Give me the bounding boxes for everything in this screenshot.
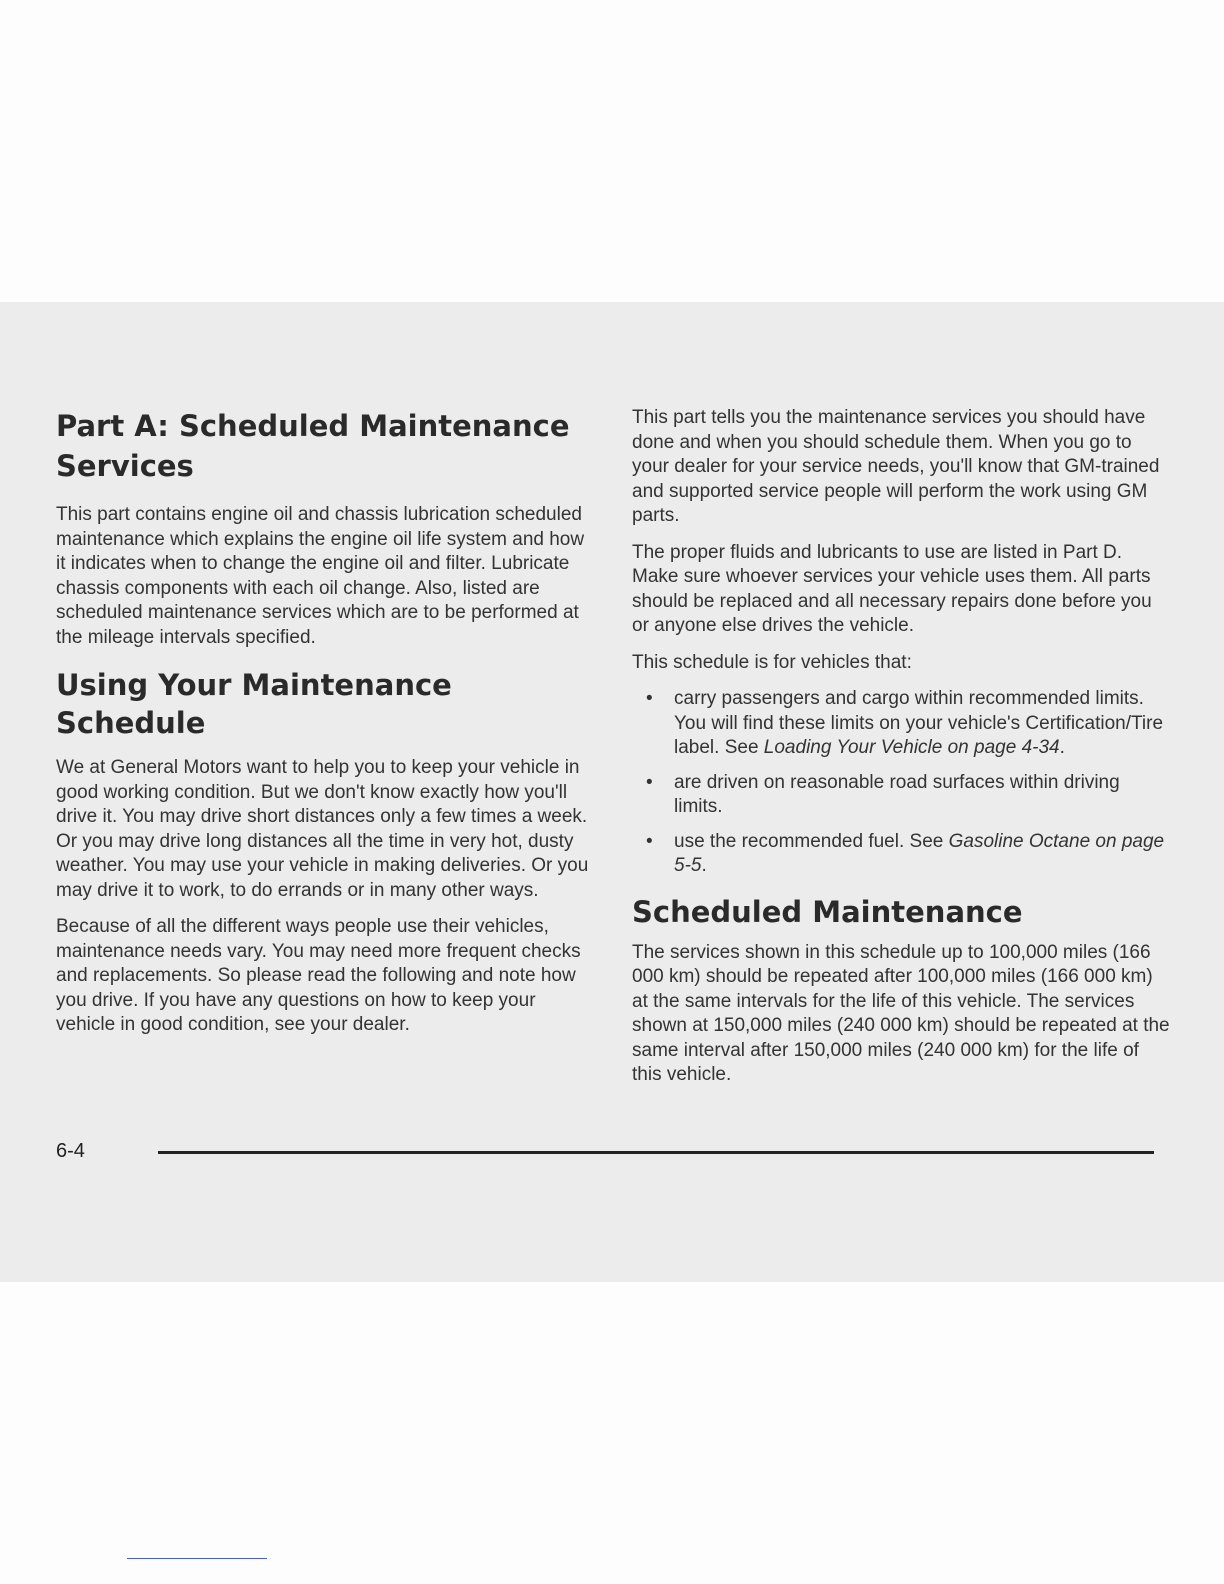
using-schedule-para-2: Because of all the different ways people use their vehicles, maintenance needs vary. You may need more frequent checks and replacements. So please read the following and note how you drive. If you have any questions on how to keep your vehicle in good condition, see your dealer. xyxy=(56,916,581,1035)
left-column xyxy=(56,406,596,1050)
bullet-text: are driven on reasonable road surfaces within driving limits. xyxy=(674,771,1120,817)
part-a-title-line1: Part A: Scheduled Maintenance xyxy=(56,409,570,443)
right-para-3: This schedule is for vehicles that: xyxy=(632,651,912,673)
list-item xyxy=(632,687,1172,761)
scheduled-maintenance-para: The services shown in this schedule up to 100,000 miles (166 000 km) should be repeated after 100,000 miles (166 000 km) at the same intervals for the life of this vehicle. The services shown at 150,000 miles (240 000 km) should be repeated at the same interval after 150,000 miles (240 000 km) for the life of this vehicle. xyxy=(632,941,1170,1085)
vehicle-conditions-list xyxy=(632,687,1172,879)
list-item xyxy=(632,830,1172,879)
right-para-1: This part tells you the maintenance services you should have done and when you should schedule them. When you go to your dealer for your service needs, you'll know that GM-trained and supported service people will perform the work using GM parts. xyxy=(632,407,1160,526)
part-a-title-line2: Services xyxy=(56,449,194,483)
scheduled-maintenance-heading: Scheduled Maintenance xyxy=(632,894,1023,929)
list-item xyxy=(632,771,1172,820)
bullet-icon: • xyxy=(646,771,653,793)
page-number: 6-4 xyxy=(56,1140,85,1162)
using-schedule-para-1: We at General Motors want to help you to keep your vehicle in good working condition. But we don't know exactly how you'll drive it. You may drive short distances only a few times a week. Or you may drive long distances all the time in very hot, dusty weather. You may use your vehicle in making deliveries. Or you may drive it to work, to do errands or in many other ways. xyxy=(56,757,589,901)
using-schedule-heading: Using Your Maintenance Schedule xyxy=(56,668,452,740)
footer-divider xyxy=(158,1151,1154,1154)
bullet-end: . xyxy=(701,855,707,876)
bullet-text: carry passengers and cargo within recommended limits. You will find these limits on your vehicle's Certification/Tire label. See xyxy=(674,688,1164,758)
bullet-end: . xyxy=(1059,737,1065,758)
part-a-title xyxy=(56,406,596,486)
right-column xyxy=(632,406,1172,1100)
bullet-icon: • xyxy=(646,688,653,709)
cross-reference-link[interactable]: Loading Your Vehicle on page 4-34 xyxy=(763,737,1060,758)
bullet-icon: • xyxy=(646,830,653,852)
cross-reference-link[interactable]: Gasoline Octane on page 5-5 xyxy=(674,830,1165,876)
bullet-text: use the recommended fuel. See xyxy=(674,830,949,852)
bottom-link-underline xyxy=(127,1558,267,1559)
right-para-2: The proper fluids and lubricants to use are listed in Part D. Make sure whoever services your vehicle uses them. All parts should be replaced and all necessary repairs done before you or anyone else drives the vehicle. xyxy=(632,541,1152,636)
part-a-intro: This part contains engine oil and chassis lubrication scheduled maintenance which explains the engine oil life system and how it indicates when to change the engine oil and filter. Lubricate chassis components with each oil change. Also, listed are scheduled maintenance services which are to be performed at the mileage intervals specified. xyxy=(56,504,585,648)
